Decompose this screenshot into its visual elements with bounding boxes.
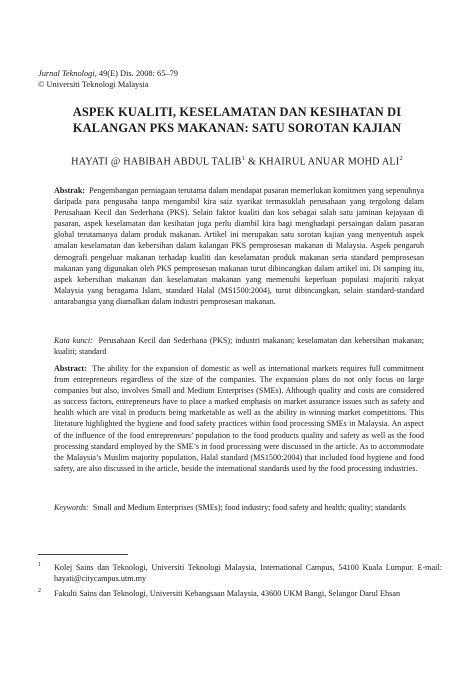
footnote-mark: 1 [38, 562, 41, 568]
author-name: KHAIRUL ANUAR MOHD ALI [258, 156, 400, 168]
keywords-text: Small and Medium Enterprises (SMEs); food industry; food safety and health; quality; standards [92, 503, 406, 512]
abstrak-text: Pengembangan perniagaan terutama dalam mendapat pasaran memerlukan komitmen yang sepenuhnya daripada para pengusaha tanpa mengambil kira saiz syarikat termasuklah perusahaan yang tergolong dalam Perusahaan Kecil dan Sederhana (PKS). Selain faktor kualiti dan kos sebagai salah satu jaminan kejayaan di pasaran, aspek keselamatan dan kesihatan juga perlu diambil kira bagi menghadapi persaingan dalam pasaran global terutamanya dalam produk makanan. Artikel ini merupakan satu sorotan kajian yang menyentuh aspek amalan keselamatan dan kebersihan dalam kalangan PKS pemprosesan makanan di Malaysia. Aspek pengaruh demografi pengeluar makanan terhadap kualiti dan keselamatan produk makanan serta standard pemprosesan makanan yang digunakan oleh PKS pemprosesan makanan turut dibincangkan dalam artikel ini. Di samping itu, aspek kebersihan makanan dan keselamatan makanan yang memenuhi keperluan populasi majoriti rakyat Malaysia yang beragama Islam, standard Halal (MS1500:2004), turut dibincangkan, selain standard-standard antarabangsa yang diamalkan dalam industri pemprosesan makanan. [54, 186, 424, 306]
journal-issue: , 49(E) Dis. 2008: 65–79 [94, 69, 178, 78]
keywords-section [54, 502, 424, 513]
paper-title: ASPEK KUALITI, KESELAMATAN DAN KESIHATAN DI KALANGAN PKS MAKANAN: SATU SOROTAN KAJIAN [72, 105, 402, 135]
kata-kunci-label: Kata kunci: [54, 336, 93, 345]
footnote-mark: 2 [38, 588, 41, 594]
abstract-section [54, 363, 424, 474]
journal-name: Jurnal Teknologi [38, 69, 95, 78]
affiliation-mark: 2 [399, 155, 403, 162]
author-separator: & [245, 156, 259, 168]
author-name: HAYATI @ HABIBAH ABDUL TALIB [71, 156, 242, 168]
abstract-text: The ability for the expansion of domestic as well as international markets requires full commitment from entrepreneurs regardless of the size of the companies. The expansion plans do not only focus on large companies but also, involves Small and Medium Enterprises (SMEs). Although quality and costs are considered as success factors, entrepreneurs have to place a marked emphasis on market assurance issues such as safety and health which are vital in products being marketable as well as the ability in winning market competitions. This literature highlighted the hygiene and food safety practices within food processing SMEs in Malaysia. An aspect of the influence of the food entrepreneurs’ population to the food products quality and safety as well as the food processing standard employed by the SME’s in food processing were discussed in the article. As to accommodate the Malaysia’s Muslim majority population, Halal standard (MS1500:2004) that included food hygiene and food safety, are also discussed in the article, beside the international standards used by the food processing industries. [54, 364, 424, 473]
kata-kunci-section [54, 335, 424, 357]
affiliation-mark: 1 [241, 155, 246, 162]
journal-header [38, 68, 438, 90]
footnote-text: Fakulti Sains dan Teknologi, Universiti Kebangsaan Malaysia, 43600 UKM Bangi, Selangor Darul Ehsan [54, 589, 401, 598]
footnote-divider [38, 554, 128, 555]
abstrak-label: Abstrak: [54, 186, 86, 195]
kata-kunci-text: Perusahaan Kecil dan Sederhana (PKS); industri makanan; keselamatan dan kebersihan makanan; kualiti; standard [54, 336, 424, 357]
copyright-line: © Universiti Teknologi Malaysia [38, 80, 149, 89]
footnote [38, 588, 442, 599]
keywords-label: Keywords: [54, 503, 89, 512]
abstract-label: Abstract: [54, 364, 87, 373]
author-line [38, 152, 436, 168]
journal-citation [38, 68, 438, 79]
footnote-text: Kolej Sains dan Teknologi, Universiti Teknologi Malaysia, International Campus, 54100 Kuala Lumpur. E-mail: hayati@citycampus.utm.my [54, 563, 442, 583]
abstrak-section [54, 185, 424, 307]
footnote [38, 562, 442, 584]
